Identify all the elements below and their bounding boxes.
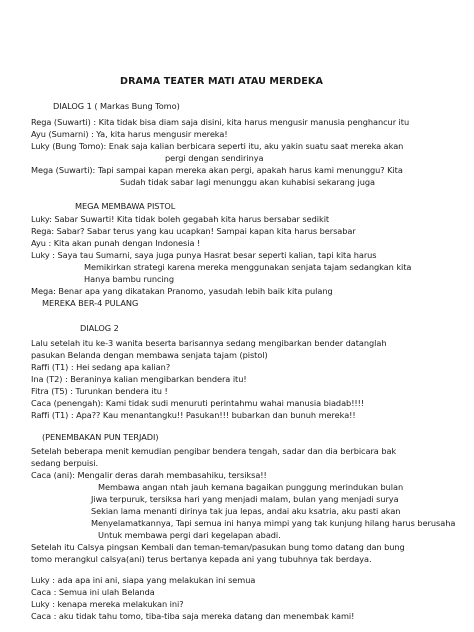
poem-line: Membawa angan ntah jauh kemana bagaikan punggung merindukan bulan <box>98 482 404 492</box>
dialog2-heading: DIALOG 2 <box>80 323 119 333</box>
dialog-line: Rega: Sabar? Sabar terus yang kau ucapkan! Sampai kapan kita harus bersabar <box>31 226 356 236</box>
dialog-line: Caca (penengah): Kami tidak sudi menuruti perintahmu wahai manusia biadab!!!! <box>31 398 365 408</box>
dialog-line: Rega (Suwarti) : Kita tidak bisa diam saja disini, kita harus mengusir manusia penghancur itu <box>31 117 410 127</box>
dialog-line: Caca (ani): Mengalir deras darah membasahiku, tersiksa!! <box>31 470 267 480</box>
dialog-line: Mega (Suwarti): Tapi sampai kapan mereka akan pergi, apakah harus kami menunggu? Kita <box>31 165 403 175</box>
dialog-line: Mega: Benar apa yang dikatakan Pranomo, yasudah lebih baik kita pulang <box>31 286 333 296</box>
dialog-line: Hanya bambu runcing <box>84 274 174 284</box>
dialog1-heading: DIALOG 1 ( Markas Bung Tomo) <box>53 101 180 111</box>
narration-line: Setelah beberapa menit kemudian pengibar bendera tengah, sadar dan dia berbicara bak <box>31 446 397 456</box>
dialog-line: Sudah tidak sabar lagi menunggu akan kuhabisi sekarang juga <box>120 177 375 187</box>
dialog-line: Luky : ada apa ini ani, siapa yang melakukan ini semua <box>31 575 256 585</box>
poem-line: Jiwa terpuruk, tersiksa hari yang menjadi malam, bulan yang menjadi surya <box>91 494 399 504</box>
dialog-line: Luky : Saya tau Sumarni, saya juga punya Hasrat besar seperti kalian, tapi kita harus <box>31 250 377 260</box>
poem-line: Menyelamatkannya, Tapi semua ini hanya mimpi yang tak kunjung hilang harus berusaha <box>91 518 456 528</box>
narration-line: Lalu setelah itu ke-3 wanita beserta barisannya sedang mengibarkan bender datanglah <box>31 338 387 348</box>
dialog-line: Caca : aku tidak tahu tomo, tiba-tiba saja mereka datang dan menembak kami! <box>31 611 355 621</box>
scene-heading: MEGA MEMBAWA PISTOL <box>75 201 176 211</box>
dialog-line: Ayu (Sumarni) : Ya, kita harus mengusir mereka! <box>31 129 228 139</box>
dialog-line: Raffi (T1) : Hei sedang apa kalian? <box>31 362 171 372</box>
dialog-line: Luky (Bung Tomo): Enak saja kalian berbicara seperti itu, aku yakin suatu saat mereka akan <box>31 141 404 151</box>
narration-line: sedang berpuisi. <box>31 458 99 468</box>
dialog-line: Raffi (T1) : Apa?? Kau menantangku!! Pasukan!!! bubarkan dan bunuh mereka!! <box>31 410 356 420</box>
dialog-line: Ayu : Kita akan punah dengan Indonesia ! <box>31 238 201 248</box>
narration-line: pasukan Belanda dengan membawa senjata tajam (pistol) <box>31 350 268 360</box>
narration-line: Setelah itu Calsya pingsan Kembali dan teman-teman/pasukan bung tomo datang dan bung <box>31 542 405 552</box>
dialog-line: pergi dengan sendirinya <box>165 153 264 163</box>
dialog-line: Fitra (T5) : Turunkan bendera itu ! <box>31 386 168 396</box>
dialog-line: Ina (T2) : Beraninya kalian mengibarkan bendera itu! <box>31 374 247 384</box>
dialog-line: Caca : Semua ini ulah Belanda <box>31 587 155 597</box>
poem-line: Sekian lama menanti dirinya tak jua lepas, andai aku ksatria, aku pasti akan <box>91 506 401 516</box>
dialog-line: Luky : kenapa mereka melakukan ini? <box>31 599 184 609</box>
dialog-line: Memikirkan strategi karena mereka menggunakan senjata tajam sedangkan kita <box>84 262 412 272</box>
document-title: DRAMA TEATER MATI ATAU MERDEKA <box>120 76 323 87</box>
stage-direction: MEREKA BER-4 PULANG <box>42 298 139 308</box>
narration-line: tomo merangkul calsya(ani) terus bertanya kepada ani yang tubuhnya tak berdaya. <box>31 554 372 564</box>
dialog-line: Luky: Sabar Suwarti! Kita tidak boleh gegabah kita harus bersabar sedikit <box>31 214 330 224</box>
poem-line: Untuk membawa pergi dari kegelapan abadi. <box>98 530 281 540</box>
scene-heading: (PENEMBAKAN PUN TERJADI) <box>42 432 159 442</box>
